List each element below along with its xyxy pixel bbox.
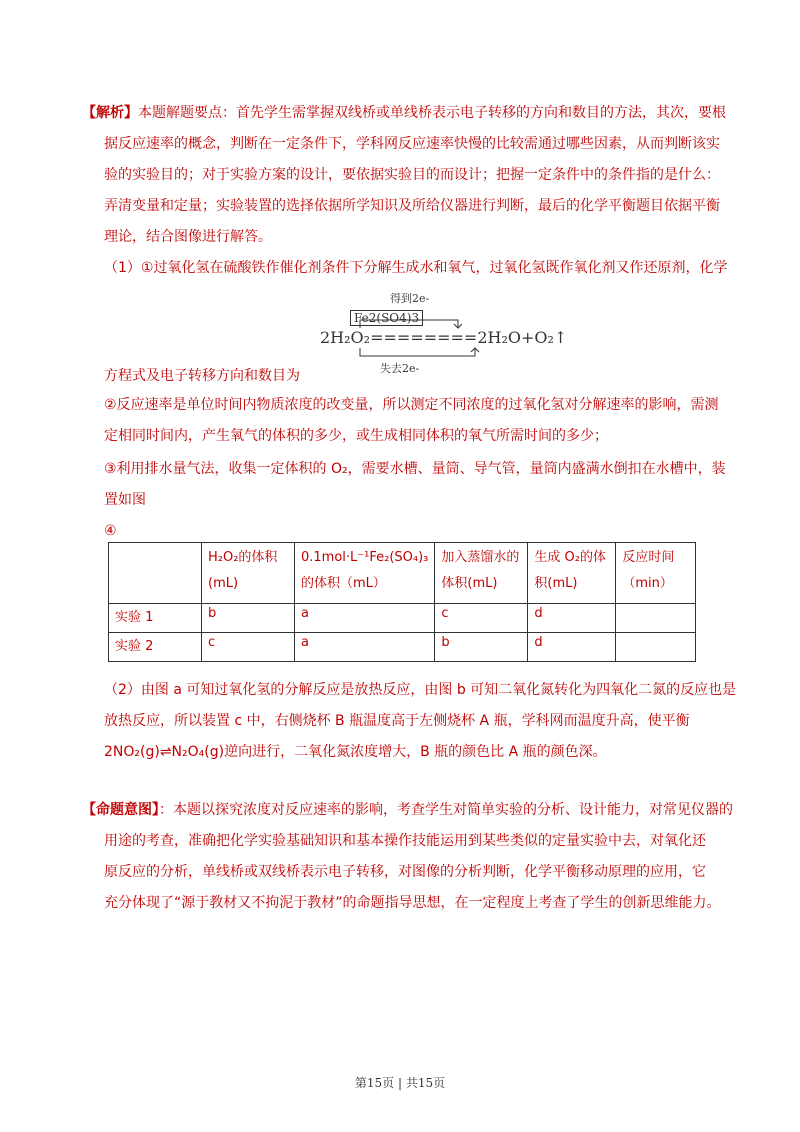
analysis-line-4: 弄清变量和定量；实验装置的选择依据所学知识及所给仪器进行判断，最后的化学平衡题目依据平衡 — [104, 198, 720, 214]
table-row — [109, 633, 696, 662]
table-cell: c — [435, 604, 528, 633]
intent-line-1 — [82, 800, 733, 820]
page-footer: 第15页 | 共15页 — [354, 1076, 446, 1090]
item3-line-2: 置如图 — [104, 492, 146, 508]
table-cell — [616, 604, 696, 633]
table-row — [109, 604, 696, 633]
table-header-row — [109, 543, 696, 604]
item2-line-1: ②反应速率是单位时间内物质浓度的改变量，所以测定不同浓度的过氧化氢对分解速率的影响，需测 — [104, 397, 719, 413]
analysis-line-1 — [82, 103, 726, 123]
table-cell: 实验 1 — [109, 604, 202, 633]
table-header-cell: 生成 O₂的体积(mL) — [528, 543, 616, 604]
electron-gain-label: 得到2e- — [390, 292, 430, 305]
part1-line-1: （1）①过氧化氢在硫酸铁作催化剂条件下分解生成水和氧气，过氧化氢既作氧化剂又作还原剂，化学 — [104, 260, 728, 276]
part2-line-1: （2）由图 a 可知过氧化氢的分解反应是放热反应，由图 b 可知二氧化氮转化为四氧化二氮的反应也是 — [104, 682, 737, 698]
part2-line-2: 放热反应，所以装置 c 中，右侧烧杯 B 瓶温度高于左侧烧杯 A 瓶，学科网而温度升高，使平衡 — [104, 713, 690, 729]
intent-line-3: 原反应的分析，单线桥或双线桥表示电子转移，对图像的分析判断，化学平衡移动原理的应用，它 — [104, 864, 706, 880]
table-cell: 实验 2 — [109, 633, 202, 662]
analysis-tag: 【解析】 — [82, 105, 138, 121]
redox-equation-diagram — [320, 290, 568, 380]
intent-text-1: ：本题以探究浓度对反应速率的影响，考查学生对简单实验的分析、设计能力，对常见仪器的 — [159, 802, 733, 818]
table-cell — [616, 633, 696, 662]
electron-loss-label: 失去2e- — [380, 362, 420, 375]
experiment-table — [108, 542, 696, 662]
item2-line-2: 定相同时间内，产生氧气的体积的多少，或生成相同体积的氧气所需时间的多少； — [104, 428, 608, 444]
intent-line-4: 充分体现了“源于教材又不拘泥于教材”的命题指导思想，在一定程度上考查了学生的创新思维能力。 — [104, 895, 721, 911]
part2-line-3: 2NO₂(g)⇌N₂O₄(g)逆向进行，二氧化氮浓度增大，B 瓶的颜色比 A 瓶的颜色深。 — [104, 744, 607, 760]
table-cell: a — [295, 633, 435, 662]
analysis-line-2: 据反应速率的概念，判断在一定条件下，学科网反应速率快慢的比较需通过哪些因素，从而判断该实 — [104, 136, 720, 152]
table-cell: a — [295, 604, 435, 633]
intent-line-2: 用途的考查，准确把化学实验基础知识和基本操作技能运用到某些类似的定量实验中去，对氧化还 — [104, 833, 706, 849]
table-cell: c — [202, 633, 295, 662]
table-cell: d — [528, 633, 616, 662]
analysis-line-3: 验的实验目的；对于实验方案的设计，要依据实验目的而设计；把握一定条件中的条件指的是什么： — [104, 167, 720, 183]
table-cell: b — [202, 604, 295, 633]
item4-marker: ④ — [104, 523, 117, 539]
table-cell: b — [435, 633, 528, 662]
catalyst-label: Fe2(SO4)3 — [350, 310, 423, 326]
table-header-cell: H₂O₂的体积(mL) — [202, 543, 295, 604]
analysis-text-1: 本题解题要点：首先学生需掌握双线桥或单线桥表示电子转移的方向和数目的方法，其次，要根 — [138, 105, 726, 121]
chemical-equation: 2H₂O₂========2H₂O+O₂↑ — [320, 328, 568, 347]
table-cell: d — [528, 604, 616, 633]
part1-line-2: 方程式及电子转移方向和数目为 — [104, 368, 300, 384]
item3-line-1: ③利用排水量气法，收集一定体积的 O₂，需要水槽、量筒、导气管，量筒内盛满水倒扣在水槽中，装 — [104, 461, 726, 477]
table-header-cell: 反应时间（min） — [616, 543, 696, 604]
analysis-line-5: 理论，结合图像进行解答。 — [104, 229, 272, 245]
table-header-cell — [109, 543, 202, 604]
table-header-cell: 0.1mol·L⁻¹Fe₂(SO₄)₃的体积（mL） — [295, 543, 435, 604]
table-header-cell: 加入蒸馏水的体积(mL) — [435, 543, 528, 604]
intent-tag: 【命题意图】 — [82, 802, 159, 818]
